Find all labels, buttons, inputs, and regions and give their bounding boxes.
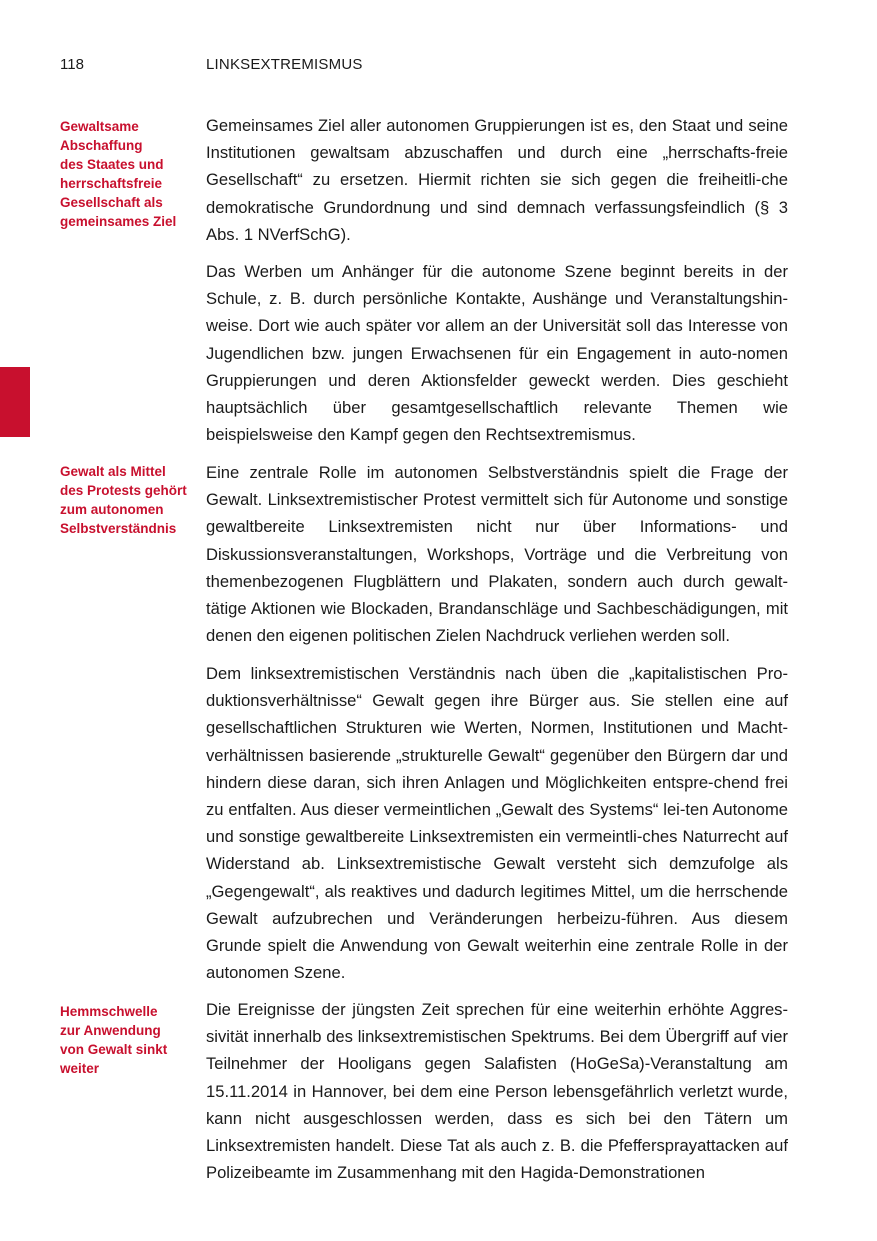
margin-note: Gewalt als Mittel des Protests gehört zum autonomen Selbstverständnis	[60, 464, 187, 536]
body-paragraph: Dem linksextremistischen Verständnis nach üben die „kapitalistischen Pro-duktionsverhältnisse“ Gewalt gegen ihre Bürger aus. Sie stellen eine auf gesellschaftlichen Strukturen wie Werten, Normen, Institutionen und Macht-verhältnissen basierende „strukturelle Gewalt“ gegenüber den Bürgern dar und hindern diese daran, sich ihren Anlagen und Möglichkeiten entspre-chend frei zu entfalten. Aus dieser vermeintlichen „Gewalt des Systems“ lei-ten Autonome und sonstige gewaltbereite Linksextremisten ein vermeintli-ches Naturrecht auf Widerstand ab. Linksextremistische Gewalt versteht sich demzufolge als „Gegengewalt“, als reaktives und dadurch legitimes Mittel, um die herrschende Gewalt aufzubrechen und Veränderungen herbeizu-führen. Aus diesem Grunde spielt die Anwendung von Gewalt weiterhin eine zentrale Rolle in der autonomen Szene.	[206, 664, 788, 983]
body-paragraph: Das Werben um Anhänger für die autonome Szene beginnt bereits in der Schule, z. B. durch persönliche Kontakte, Aushänge und Veranstaltungshin-weise. Dort wie auch später vor allem an der Universität soll das Interesse von Jugendlichen bzw. jungen Erwachsenen für ein Engagement in auto-nomen Gruppierungen und deren Aktionsfelder geweckt werden. Dies geschieht hauptsächlich über gesamtgesellschaftlich relevante Themen wie beispielsweise den Kampf gegen den Rechtsextremismus.	[206, 262, 788, 445]
margin-note: Gewaltsame Abschaffung des Staates und herrschaftsfreie Gesellschaft als gemeinsames Ziel	[60, 119, 177, 229]
body-paragraph: Eine zentrale Rolle im autonomen Selbstverständnis spielt die Frage der Gewalt. Linksextremistischer Protest vermittelt sich für Autonome und sonstige gewaltbereite Linksextremisten nicht nur über Informations- und Diskussionsveranstaltungen, Workshops, Vorträge und die Verbreitung von themenbezogenen Flugblättern und Plakaten, sondern auch durch gewalt-tätige Aktionen wie Blockaden, Brandanschläge und Sachbeschädigungen, mit denen den eigenen politischen Zielen Nachdruck verliehen werden soll.	[206, 463, 788, 646]
margin-note: Hemmschwelle zur Anwendung von Gewalt sinkt weiter	[60, 1004, 168, 1076]
body-paragraph: Die Ereignisse der jüngsten Zeit sprechen für eine weiterhin erhöhte Aggres-sivität innerhalb des linksextremistischen Spektrums. Bei dem Übergriff auf vier Teilnehmer der Hooligans gegen Salafisten (HoGeSa)-Veranstaltung am 15.11.2014 in Hannover, bei dem eine Person lebensgefährlich verletzt wurde, kann nicht ausgeschlossen werden, dass es sich bei den Tätern um Linksextremisten handelt. Diese Tat als auch z. B. die Pfeffersprayattacken auf Polizeibeamte im Zusammenhang mit den Hagida-Demonstrationen	[206, 1000, 788, 1183]
body-paragraph: Gemeinsames Ziel aller autonomen Gruppierungen ist es, den Staat und seine Institutionen gewaltsam abzuschaffen und durch eine „herrschafts-freie Gesellschaft“ zu ersetzen. Hiermit richten sie sich gegen die freiheitli-che demokratische Grundordnung und sind demnach verfassungsfeindlich (§ 3 Abs. 1 NVerfSchG).	[206, 116, 788, 244]
page-number: 118	[60, 56, 84, 73]
running-title: LINKSEXTREMISMUS	[206, 56, 363, 73]
chapter-side-tab	[0, 367, 30, 437]
